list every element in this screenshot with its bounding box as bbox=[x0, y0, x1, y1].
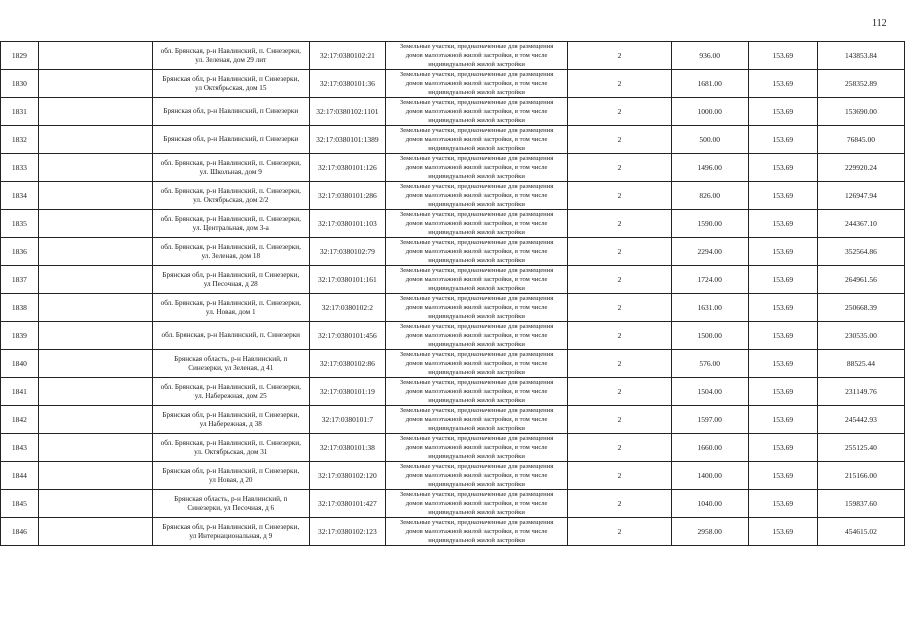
land-purpose-line: индивидуальной жилой застройки bbox=[428, 341, 525, 348]
address-cell-line: Брянская обл, р-н Навлинский, п Синезерки, bbox=[162, 74, 300, 83]
cadastral-value: 454615.02 bbox=[817, 518, 904, 546]
land-purpose-line: домов малоэтажной жилой застройки, в том числе bbox=[405, 164, 548, 171]
address-cell-line: обл. Брянская, р-н Навлинский, п. Синезерки bbox=[161, 331, 301, 339]
cadastral-value: 88525.44 bbox=[817, 350, 904, 378]
land-purpose-line: домов малоэтажной жилой застройки, в том числе bbox=[405, 276, 548, 283]
address-cell bbox=[152, 126, 309, 154]
land-purpose-line: индивидуальной жилой застройки bbox=[428, 145, 525, 152]
land-purpose-line: домов малоэтажной жилой застройки, в том числе bbox=[405, 108, 548, 115]
area-value: 1400.00 bbox=[671, 462, 748, 490]
land-purpose-line: Земельные участки, предназначенные для размещения bbox=[399, 183, 554, 190]
land-purpose-line: индивидуальной жилой застройки bbox=[428, 537, 525, 544]
address-cell bbox=[152, 98, 309, 126]
address-cell-line: ул Интернациональная, д 9 bbox=[189, 531, 273, 540]
group-code: 2 bbox=[568, 294, 671, 322]
record-number: 1831 bbox=[1, 98, 39, 126]
cadastral-value: 230535.00 bbox=[817, 322, 904, 350]
blank-cell bbox=[38, 154, 152, 182]
address-cell bbox=[152, 350, 309, 378]
specific-value: 153.69 bbox=[748, 434, 817, 462]
area-value: 1496.00 bbox=[671, 154, 748, 182]
table-row bbox=[1, 294, 905, 322]
address-cell-line: Брянская обл, р-н Навлинский, п Синезерки, bbox=[162, 466, 300, 475]
land-purpose-line: индивидуальной жилой застройки bbox=[428, 509, 525, 516]
record-number: 1832 bbox=[1, 126, 39, 154]
group-code: 2 bbox=[568, 518, 671, 546]
land-purpose-line: Земельные участки, предназначенные для размещения bbox=[399, 407, 554, 414]
group-code: 2 bbox=[568, 70, 671, 98]
cadastral-number: 32:17:0380101:1389 bbox=[309, 126, 385, 154]
group-code: 2 bbox=[568, 266, 671, 294]
land-purpose-line: домов малоэтажной жилой застройки, в том числе bbox=[405, 52, 548, 59]
cadastral-value: 244367.10 bbox=[817, 210, 904, 238]
address-cell-line: ул. Зеленая, дом 18 bbox=[201, 251, 261, 260]
land-purpose-line: индивидуальной жилой застройки bbox=[428, 61, 525, 68]
address-cell bbox=[152, 42, 309, 70]
area-value: 1631.00 bbox=[671, 294, 748, 322]
land-purpose bbox=[385, 126, 568, 154]
land-purpose bbox=[385, 406, 568, 434]
blank-cell bbox=[38, 462, 152, 490]
blank-cell bbox=[38, 182, 152, 210]
land-purpose bbox=[385, 70, 568, 98]
land-purpose-line: домов малоэтажной жилой застройки, в том числе bbox=[405, 304, 548, 311]
land-purpose-line: домов малоэтажной жилой застройки, в том числе bbox=[405, 248, 548, 255]
address-cell-line: ул. Новая, дом 1 bbox=[205, 307, 256, 316]
land-purpose bbox=[385, 434, 568, 462]
table-row bbox=[1, 98, 905, 126]
land-purpose-line: Земельные участки, предназначенные для размещения bbox=[399, 435, 554, 442]
page-number: 112 bbox=[872, 18, 887, 29]
table-row bbox=[1, 462, 905, 490]
land-purpose-line: Земельные участки, предназначенные для размещения bbox=[399, 99, 554, 106]
specific-value: 153.69 bbox=[748, 98, 817, 126]
blank-cell bbox=[38, 70, 152, 98]
cadastral-number: 32:17:0380101:126 bbox=[309, 154, 385, 182]
specific-value: 153.69 bbox=[748, 518, 817, 546]
cadastral-number: 32:17:0380102:1101 bbox=[309, 98, 385, 126]
land-purpose-line: Земельные участки, предназначенные для размещения bbox=[399, 127, 554, 134]
cadastral-number: 32:17:0380101:427 bbox=[309, 490, 385, 518]
blank-cell bbox=[38, 406, 152, 434]
land-purpose-line: домов малоэтажной жилой застройки, в том числе bbox=[405, 472, 548, 479]
record-number: 1830 bbox=[1, 70, 39, 98]
address-cell-line: Синезерки, ул Песочная, д 6 bbox=[187, 503, 275, 512]
cadastral-value: 126947.94 bbox=[817, 182, 904, 210]
cadastral-number: 32:17:0380101:456 bbox=[309, 322, 385, 350]
land-purpose-line: Земельные участки, предназначенные для размещения bbox=[399, 239, 554, 246]
land-purpose bbox=[385, 210, 568, 238]
land-purpose-line: индивидуальной жилой застройки bbox=[428, 313, 525, 320]
specific-value: 153.69 bbox=[748, 490, 817, 518]
land-purpose-line: Земельные участки, предназначенные для размещения bbox=[399, 351, 554, 358]
area-value: 1597.00 bbox=[671, 406, 748, 434]
address-cell bbox=[152, 462, 309, 490]
address-cell-line: ул. Зеленая, дом 29 лит bbox=[195, 55, 267, 64]
address-cell-line: обл. Брянская, р-н Навлинский, п. Синезерки, bbox=[160, 298, 301, 307]
table-row bbox=[1, 434, 905, 462]
blank-cell bbox=[38, 126, 152, 154]
land-purpose bbox=[385, 98, 568, 126]
area-value: 1724.00 bbox=[671, 266, 748, 294]
group-code: 2 bbox=[568, 210, 671, 238]
area-value: 2958.00 bbox=[671, 518, 748, 546]
land-purpose bbox=[385, 238, 568, 266]
area-value: 576.00 bbox=[671, 350, 748, 378]
group-code: 2 bbox=[568, 406, 671, 434]
blank-cell bbox=[38, 490, 152, 518]
land-purpose-line: индивидуальной жилой застройки bbox=[428, 453, 525, 460]
area-value: 1040.00 bbox=[671, 490, 748, 518]
address-cell-line: обл. Брянская, р-н Навлинский, п. Синезерки, bbox=[160, 158, 301, 167]
blank-cell bbox=[38, 210, 152, 238]
cadastral-number: 32:17:0380101:19 bbox=[309, 378, 385, 406]
cadastral-number: 32:17:0380101:103 bbox=[309, 210, 385, 238]
blank-cell bbox=[38, 266, 152, 294]
address-cell-line: Брянская обл, р-н Навлинский, п Синезерки bbox=[163, 135, 299, 143]
address-cell-line: ул. Школьная, дом 9 bbox=[199, 167, 262, 176]
land-purpose-line: домов малоэтажной жилой застройки, в том числе bbox=[405, 136, 548, 143]
group-code: 2 bbox=[568, 350, 671, 378]
record-number: 1835 bbox=[1, 210, 39, 238]
address-cell-line: ул Песочная, д 28 bbox=[203, 279, 258, 288]
record-number: 1829 bbox=[1, 42, 39, 70]
land-purpose-line: домов малоэтажной жилой застройки, в том числе bbox=[405, 80, 548, 87]
land-purpose-line: Земельные участки, предназначенные для размещения bbox=[399, 267, 554, 274]
cadastral-number: 32:17:0380102:79 bbox=[309, 238, 385, 266]
land-purpose bbox=[385, 490, 568, 518]
land-purpose-line: индивидуальной жилой застройки bbox=[428, 201, 525, 208]
table-row bbox=[1, 42, 905, 70]
address-cell-line: ул. Центральная, дом 3-а bbox=[192, 223, 269, 232]
specific-value: 153.69 bbox=[748, 182, 817, 210]
specific-value: 153.69 bbox=[748, 462, 817, 490]
group-code: 2 bbox=[568, 434, 671, 462]
address-cell bbox=[152, 154, 309, 182]
area-value: 2294.00 bbox=[671, 238, 748, 266]
cadastral-number: 32:17:0380102:123 bbox=[309, 518, 385, 546]
group-code: 2 bbox=[568, 462, 671, 490]
land-purpose-line: домов малоэтажной жилой застройки, в том числе bbox=[405, 388, 548, 395]
address-cell-line: обл. Брянская, р-н Навлинский, п. Синезерки, bbox=[160, 382, 301, 391]
specific-value: 153.69 bbox=[748, 266, 817, 294]
land-purpose-line: индивидуальной жилой застройки bbox=[428, 257, 525, 264]
record-number: 1839 bbox=[1, 322, 39, 350]
land-purpose-line: домов малоэтажной жилой застройки, в том числе bbox=[405, 332, 548, 339]
address-cell-line: обл. Брянская, р-н Навлинский, п. Синезерки, bbox=[160, 46, 301, 55]
specific-value: 153.69 bbox=[748, 294, 817, 322]
address-cell-line: Брянская обл, р-н Навлинский, п Синезерки, bbox=[162, 270, 300, 279]
land-purpose-line: индивидуальной жилой застройки bbox=[428, 173, 525, 180]
address-cell-line: Брянская обл, р-н Навлинский, п Синезерки, bbox=[162, 522, 300, 531]
address-cell bbox=[152, 70, 309, 98]
group-code: 2 bbox=[568, 322, 671, 350]
land-purpose-line: Земельные участки, предназначенные для размещения bbox=[399, 211, 554, 218]
address-cell-line: Брянская обл, р-н Навлинский, п Синезерки, bbox=[162, 410, 300, 419]
land-purpose-line: домов малоэтажной жилой застройки, в том числе bbox=[405, 528, 548, 535]
land-purpose-line: индивидуальной жилой застройки bbox=[428, 117, 525, 124]
blank-cell bbox=[38, 378, 152, 406]
blank-cell bbox=[38, 238, 152, 266]
address-cell bbox=[152, 322, 309, 350]
land-purpose-line: домов малоэтажной жилой застройки, в том числе bbox=[405, 360, 548, 367]
land-purpose-line: Земельные участки, предназначенные для размещения bbox=[399, 323, 554, 330]
cadastral-number: 32:17:0380102:86 bbox=[309, 350, 385, 378]
table-row bbox=[1, 518, 905, 546]
land-purpose-line: индивидуальной жилой застройки bbox=[428, 397, 525, 404]
land-purpose-line: домов малоэтажной жилой застройки, в том числе bbox=[405, 500, 548, 507]
cadastral-number: 32:17:0380102:120 bbox=[309, 462, 385, 490]
land-purpose-line: Земельные участки, предназначенные для размещения bbox=[399, 379, 554, 386]
area-value: 1681.00 bbox=[671, 70, 748, 98]
cadastral-value: 264961.56 bbox=[817, 266, 904, 294]
area-value: 1000.00 bbox=[671, 98, 748, 126]
address-cell-line: Синезерки, ул Зеленая, д 41 bbox=[188, 363, 274, 372]
address-cell-line: ул Набережная, д 38 bbox=[199, 419, 262, 428]
specific-value: 153.69 bbox=[748, 378, 817, 406]
cadastral-number: 32:17:0380101:286 bbox=[309, 182, 385, 210]
address-cell-line: ул Новая, д 20 bbox=[209, 475, 253, 484]
specific-value: 153.69 bbox=[748, 406, 817, 434]
cadastral-value: 352564.86 bbox=[817, 238, 904, 266]
table-row bbox=[1, 350, 905, 378]
cadastral-number: 32:17:0380102:21 bbox=[309, 42, 385, 70]
record-number: 1838 bbox=[1, 294, 39, 322]
land-purpose-line: домов малоэтажной жилой застройки, в том числе bbox=[405, 444, 548, 451]
land-purpose bbox=[385, 182, 568, 210]
address-cell-line: обл. Брянская, р-н Навлинский, п. Синезерки, bbox=[160, 186, 301, 195]
cadastral-number: 32:17:0380101:38 bbox=[309, 434, 385, 462]
cadastral-value: 245442.93 bbox=[817, 406, 904, 434]
land-purpose-line: индивидуальной жилой застройки bbox=[428, 369, 525, 376]
cadastral-value: 76845.00 bbox=[817, 126, 904, 154]
address-cell bbox=[152, 266, 309, 294]
record-number: 1833 bbox=[1, 154, 39, 182]
land-purpose bbox=[385, 462, 568, 490]
address-cell-line: обл. Брянская, р-н Навлинский, п. Синезерки, bbox=[160, 214, 301, 223]
specific-value: 153.69 bbox=[748, 154, 817, 182]
specific-value: 153.69 bbox=[748, 70, 817, 98]
record-number: 1846 bbox=[1, 518, 39, 546]
group-code: 2 bbox=[568, 490, 671, 518]
cadastral-number: 32:17:0380101:7 bbox=[309, 406, 385, 434]
group-code: 2 bbox=[568, 98, 671, 126]
land-purpose-line: домов малоэтажной жилой застройки, в том числе bbox=[405, 192, 548, 199]
land-purpose bbox=[385, 350, 568, 378]
blank-cell bbox=[38, 294, 152, 322]
group-code: 2 bbox=[568, 378, 671, 406]
land-purpose-line: Земельные участки, предназначенные для размещения bbox=[399, 463, 554, 470]
land-purpose-line: Земельные участки, предназначенные для размещения bbox=[399, 155, 554, 162]
address-cell-line: ул. Октябрьская, дом 2/2 bbox=[193, 195, 269, 204]
land-purpose bbox=[385, 378, 568, 406]
record-number: 1841 bbox=[1, 378, 39, 406]
cadastral-value: 229920.24 bbox=[817, 154, 904, 182]
area-value: 1660.00 bbox=[671, 434, 748, 462]
record-number: 1836 bbox=[1, 238, 39, 266]
land-purpose bbox=[385, 518, 568, 546]
table-row bbox=[1, 378, 905, 406]
cadastral-value: 255125.40 bbox=[817, 434, 904, 462]
land-purpose-line: Земельные участки, предназначенные для размещения bbox=[399, 491, 554, 498]
land-purpose-line: индивидуальной жилой застройки bbox=[428, 229, 525, 236]
address-cell bbox=[152, 238, 309, 266]
blank-cell bbox=[38, 98, 152, 126]
group-code: 2 bbox=[568, 126, 671, 154]
cadastral-number: 32:17:0380101:36 bbox=[309, 70, 385, 98]
cadastral-number: 32:17:0380101:161 bbox=[309, 266, 385, 294]
land-purpose bbox=[385, 154, 568, 182]
record-number: 1842 bbox=[1, 406, 39, 434]
record-number: 1837 bbox=[1, 266, 39, 294]
land-purpose-line: индивидуальной жилой застройки bbox=[428, 89, 525, 96]
group-code: 2 bbox=[568, 182, 671, 210]
address-cell bbox=[152, 518, 309, 546]
blank-cell bbox=[38, 434, 152, 462]
record-number: 1845 bbox=[1, 490, 39, 518]
land-purpose-line: индивидуальной жилой застройки bbox=[428, 285, 525, 292]
table-row bbox=[1, 126, 905, 154]
address-cell bbox=[152, 378, 309, 406]
table-row bbox=[1, 490, 905, 518]
record-number: 1844 bbox=[1, 462, 39, 490]
address-cell-line: ул. Набережная, дом 25 bbox=[194, 391, 267, 400]
specific-value: 153.69 bbox=[748, 210, 817, 238]
land-purpose-line: Земельные участки, предназначенные для размещения bbox=[399, 43, 554, 50]
address-cell-line: ул Октябрьская, дом 15 bbox=[195, 83, 267, 92]
area-value: 936.00 bbox=[671, 42, 748, 70]
cadastral-value: 258352.89 bbox=[817, 70, 904, 98]
address-cell bbox=[152, 434, 309, 462]
area-value: 1504.00 bbox=[671, 378, 748, 406]
land-purpose-line: Земельные участки, предназначенные для размещения bbox=[399, 295, 554, 302]
cadastral-value: 215166.00 bbox=[817, 462, 904, 490]
record-number: 1840 bbox=[1, 350, 39, 378]
address-cell bbox=[152, 294, 309, 322]
specific-value: 153.69 bbox=[748, 350, 817, 378]
specific-value: 153.69 bbox=[748, 42, 817, 70]
address-cell-line: обл. Брянская, р-н Навлинский, п. Синезерки, bbox=[160, 242, 301, 251]
address-cell-line: обл. Брянская, р-н Навлинский, п. Синезерки, bbox=[160, 438, 301, 447]
land-purpose bbox=[385, 294, 568, 322]
record-number: 1834 bbox=[1, 182, 39, 210]
blank-cell bbox=[38, 518, 152, 546]
table-row bbox=[1, 322, 905, 350]
table-row bbox=[1, 182, 905, 210]
table-row bbox=[1, 238, 905, 266]
land-purpose bbox=[385, 322, 568, 350]
group-code: 2 bbox=[568, 154, 671, 182]
cadastral-value: 153690.00 bbox=[817, 98, 904, 126]
table-row bbox=[1, 406, 905, 434]
land-purpose-line: индивидуальной жилой застройки bbox=[428, 481, 525, 488]
address-cell-line: Брянская обл, р-н Навлинский, п Синезерки bbox=[163, 107, 299, 115]
address-cell-line: ул. Октябрьская, дом 31 bbox=[194, 447, 268, 456]
cadastral-value: 231149.76 bbox=[817, 378, 904, 406]
address-cell bbox=[152, 182, 309, 210]
land-purpose-line: домов малоэтажной жилой застройки, в том числе bbox=[405, 220, 548, 227]
specific-value: 153.69 bbox=[748, 322, 817, 350]
group-code: 2 bbox=[568, 238, 671, 266]
specific-value: 153.69 bbox=[748, 126, 817, 154]
land-purpose-line: индивидуальной жилой застройки bbox=[428, 425, 525, 432]
address-cell bbox=[152, 406, 309, 434]
land-purpose bbox=[385, 266, 568, 294]
blank-cell bbox=[38, 350, 152, 378]
cadastral-value: 143853.84 bbox=[817, 42, 904, 70]
address-cell-line: Брянская область, р-н Навлинский, п bbox=[174, 354, 288, 363]
land-purpose-line: Земельные участки, предназначенные для размещения bbox=[399, 71, 554, 78]
area-value: 500.00 bbox=[671, 126, 748, 154]
blank-cell bbox=[38, 322, 152, 350]
land-purpose bbox=[385, 42, 568, 70]
blank-cell bbox=[38, 42, 152, 70]
area-value: 1590.00 bbox=[671, 210, 748, 238]
address-cell bbox=[152, 210, 309, 238]
address-cell-line: Брянская область, р-н Навлинский, п bbox=[174, 494, 288, 503]
group-code: 2 bbox=[568, 42, 671, 70]
specific-value: 153.69 bbox=[748, 238, 817, 266]
address-cell bbox=[152, 490, 309, 518]
cadastral-value: 250668.39 bbox=[817, 294, 904, 322]
table-row bbox=[1, 266, 905, 294]
table-row bbox=[1, 210, 905, 238]
cadastral-number: 32:17:0380102:2 bbox=[309, 294, 385, 322]
table-row bbox=[1, 154, 905, 182]
land-purpose-line: домов малоэтажной жилой застройки, в том числе bbox=[405, 416, 548, 423]
cadastral-value: 159837.60 bbox=[817, 490, 904, 518]
cadastral-value-table bbox=[0, 41, 905, 546]
area-value: 1500.00 bbox=[671, 322, 748, 350]
land-purpose-line: Земельные участки, предназначенные для размещения bbox=[399, 519, 554, 526]
area-value: 826.00 bbox=[671, 182, 748, 210]
table-row bbox=[1, 70, 905, 98]
record-number: 1843 bbox=[1, 434, 39, 462]
